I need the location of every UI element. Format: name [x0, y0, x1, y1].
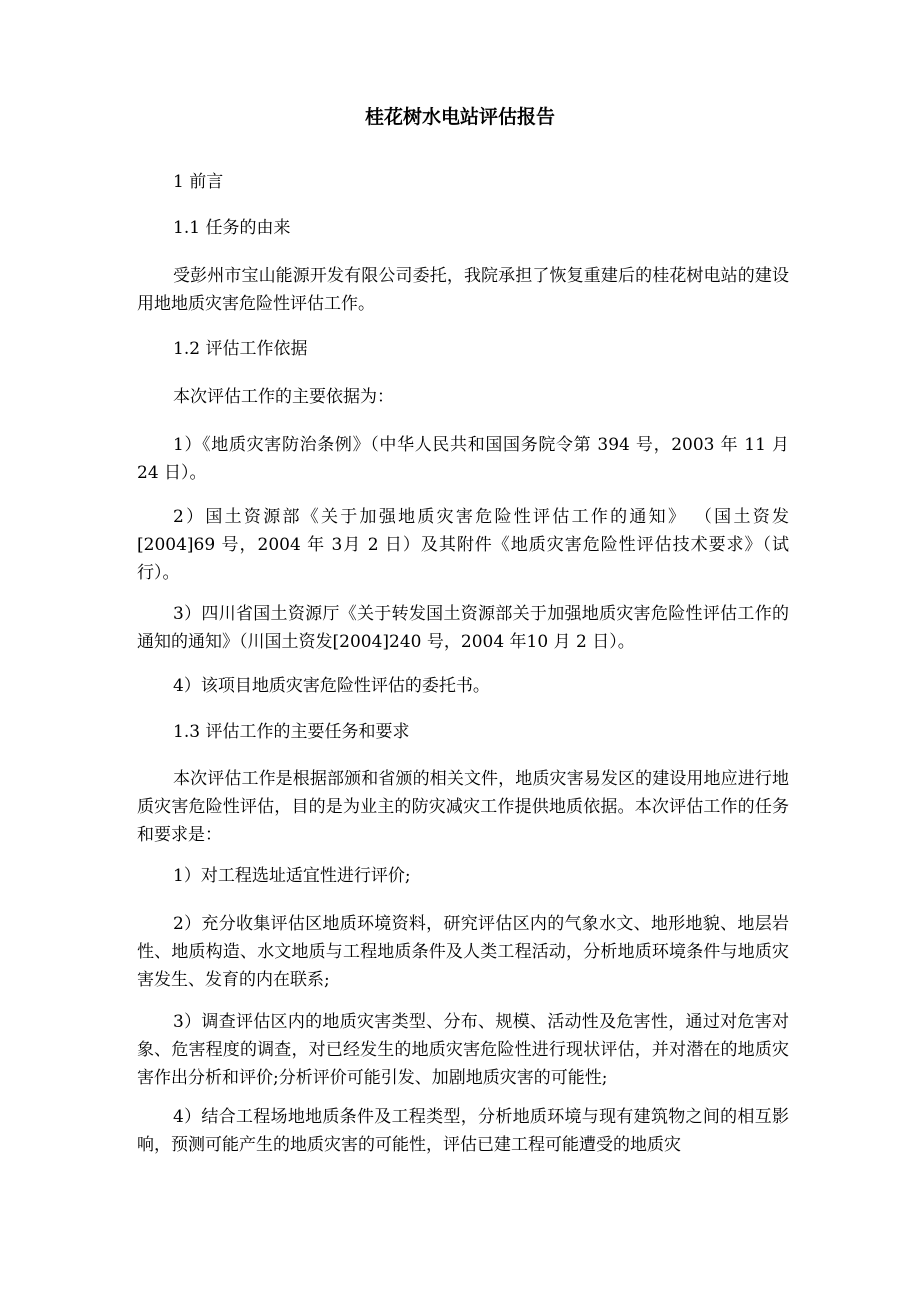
section-heading-1-2: 1.2 评估工作依据: [173, 339, 308, 359]
paragraph-task-intro: 本次评估工作是根据部颁和省颁的相关文件，地质灾害易发区的建设用地应进行地质灾害危险性评估，目的是为业主的防灾减灾工作提供地质依据。本次评估工作的任务和要求是：: [137, 769, 789, 845]
section-heading-1: 1 前言: [173, 172, 224, 192]
paragraph-task-origin: 受彭州市宝山能源开发有限公司委托，我院承担了恢复重建后的桂花树电站的建设用地地质灾害危险性评估工作。: [137, 266, 789, 314]
task-item-1: 1）对工程选址适宜性进行评价;: [173, 866, 411, 886]
section-heading-1-3: 1.3 评估工作的主要任务和要求: [173, 722, 410, 742]
task-item-4: 4）结合工程场地地质条件及工程类型，分析地质环境与现有建筑物之间的相互影响，预测可能产生的地质灾害的可能性，评估已建工程可能遭受的地质灾: [137, 1107, 789, 1155]
task-item-2: 2）充分收集评估区地质环境资料，研究评估区内的气象水文、地形地貌、地层岩性、地质构造、水文地质与工程地质条件及人类工程活动，分析地质环境条件与地质灾害发生、发育的内在联系;: [137, 914, 789, 990]
document-title: 桂花树水电站评估报告: [364, 106, 555, 128]
basis-item-3: 3）四川省国土资源厅《关于转发国土资源部关于加强地质灾害危险性评估工作的通知的通知》（川国土资发[2004]240 号，2004 年10 月 2 日）。: [137, 604, 789, 652]
task-item-3: 3）调查评估区内的地质灾害类型、分布、规模、活动性及危害性，通过对危害对象、危害程度的调查，对已经发生的地质灾害危险性进行现状评估，并对潜在的地质灾害作出分析和评价;分析评价可能引发、加剧地质灾害的可能性;: [137, 1012, 789, 1088]
basis-item-1: 1）《地质灾害防治条例》（中华人民共和国国务院令第 394 号，2003 年 11 月 24 日）。: [137, 435, 789, 483]
basis-item-4: 4）该项目地质灾害危险性评估的委托书。: [173, 676, 490, 696]
basis-item-2: 2）国土资源部《关于加强地质灾害危险性评估工作的通知》 （国土资发[2004]69 号，2004 年 3月 2 日）及其附件《地质灾害危险性评估技术要求》（试行）。: [137, 507, 789, 583]
section-heading-1-1: 1.1 任务的由来: [173, 218, 291, 238]
paragraph-basis-intro: 本次评估工作的主要依据为：: [173, 387, 394, 407]
